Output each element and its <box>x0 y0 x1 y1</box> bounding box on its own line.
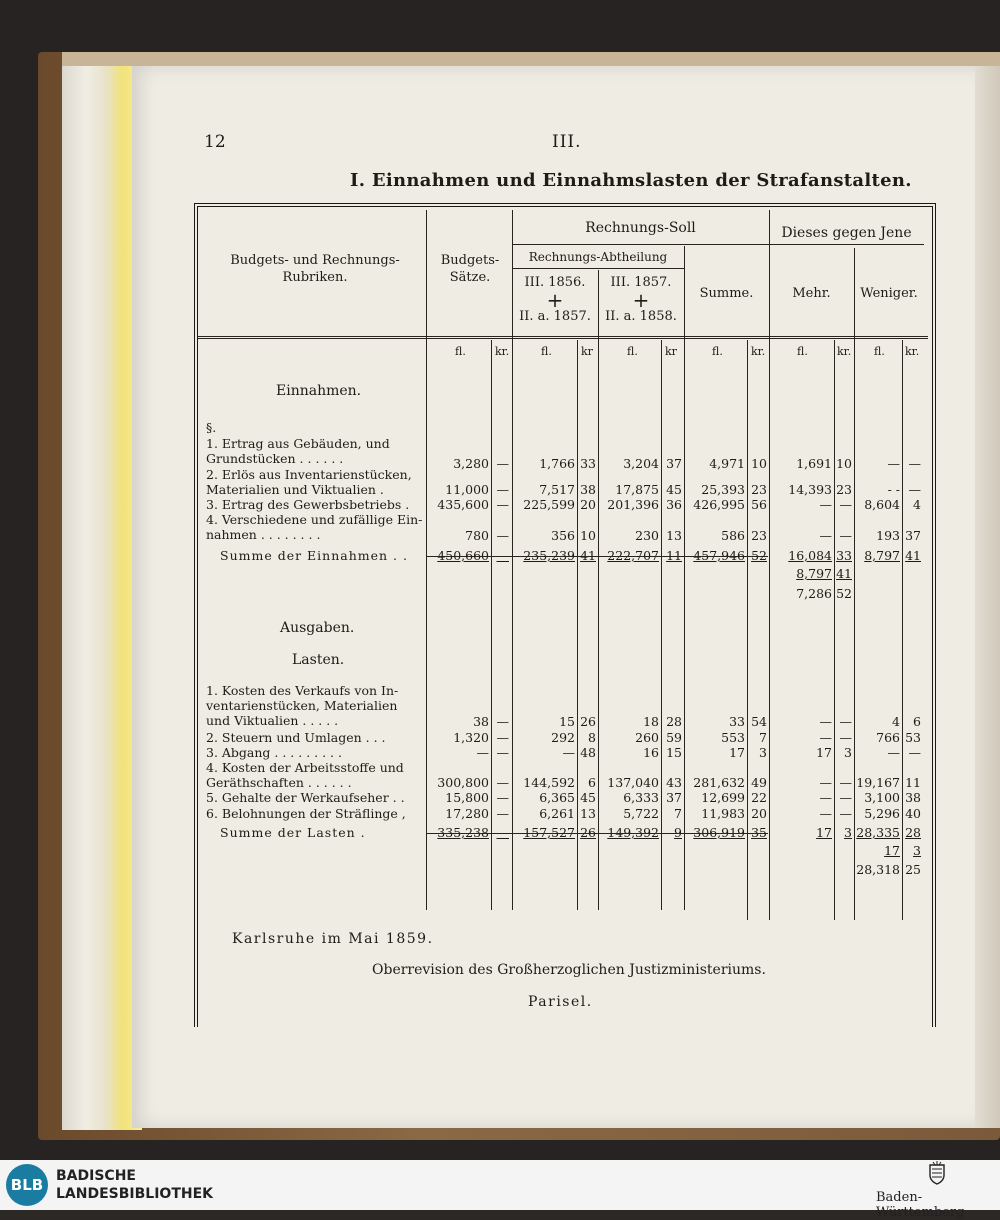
einnahmen-row-1-weniger-fl: — <box>887 456 900 471</box>
unit-kr: kr. <box>837 345 852 358</box>
page-number: 12 <box>204 132 226 152</box>
ausgaben-row-1-label: und Viktualien . . . . . <box>206 713 339 728</box>
einnahmen-row-3-weniger-fl: 8,604 <box>864 497 900 512</box>
ausgaben-row-2-mehr-kr: — <box>839 730 852 745</box>
einnahmen-total-budget-fl: 450,660 <box>437 548 489 563</box>
einnahmen-row-2-a-fl: 7,517 <box>539 482 575 497</box>
einnahmen-row-3-sum-fl: 426,995 <box>693 497 745 512</box>
ausgaben-total-b-fl: 149,392 <box>607 825 659 840</box>
ausgaben-row-1-sum-kr: 54 <box>751 714 767 729</box>
ausgaben-row-3-b-kr: 15 <box>666 745 682 760</box>
einnahmen-row-4-label: nahmen . . . . . . . . <box>206 527 321 542</box>
ausgaben-row-6-weniger-kr: 40 <box>905 806 921 821</box>
paragraph-sign: §. <box>206 420 217 435</box>
einnahmen-row-3-a-fl: 225,599 <box>523 497 575 512</box>
einnahmen-row-4-b-kr: 13 <box>666 528 682 543</box>
einnahmen-total-weniger-fl: 8,797 <box>864 548 900 563</box>
ausgaben-row-1-mehr-fl: — <box>819 714 832 729</box>
ausgaben-row-1-budget-kr: — <box>496 714 509 729</box>
ausgaben-row-1-sum-fl: 33 <box>729 714 745 729</box>
header-rubriken: Budgets- und Rechnungs- Rubriken. <box>230 253 400 285</box>
ausgaben-total-weniger-kr: 28 <box>905 825 921 840</box>
ausgaben-row-5-b-kr: 37 <box>666 790 682 805</box>
ausgaben-total-budget-fl: 335,238 <box>437 825 489 840</box>
einnahmen-total-sum-kr: 52 <box>751 548 767 563</box>
ausgaben-row-6-weniger-fl: 5,296 <box>864 806 900 821</box>
unit-fl: fl. <box>455 345 466 358</box>
einnahmen-row-1-sum-kr: 10 <box>751 456 767 471</box>
unit-kr: kr <box>581 345 593 358</box>
einnahmen-diff-result-kr: 52 <box>836 586 852 601</box>
table-frame <box>194 203 936 1027</box>
ausgaben-row-2-sum-kr: 7 <box>759 730 767 745</box>
header-summe: Summe. <box>699 286 754 301</box>
ausgaben-row-3-mehr-kr: 3 <box>844 745 852 760</box>
ausgaben-row-4-budget-kr: — <box>496 775 509 790</box>
ausgaben-row-3-sum-kr: 3 <box>759 745 767 760</box>
ausgaben-row-1-b-kr: 28 <box>666 714 682 729</box>
header-rechnungs-abtheilung: Rechnungs-Abtheilung <box>528 250 668 264</box>
unit-fl: fl. <box>541 345 552 358</box>
einnahmen-total-mehr-kr: 33 <box>836 548 852 563</box>
ausgaben-total-weniger-fl: 28,335 <box>856 825 900 840</box>
einnahmen-row-2-b-fl: 17,875 <box>615 482 659 497</box>
ausgaben-row-3-a-fl: — <box>562 745 575 760</box>
einnahmen-total-budget-kr: — <box>496 548 509 563</box>
einnahmen-total-a-fl: 235,239 <box>523 548 575 563</box>
ausgaben-row-3-a-kr: 48 <box>580 745 596 760</box>
einnahmen-diff-subtrahend-fl: 8,797 <box>796 566 832 581</box>
sum-rule <box>426 833 768 834</box>
ausgaben-total-a-fl: 157,527 <box>523 825 575 840</box>
header-col-a: III. 1856. + II. a. 1857. <box>519 275 591 324</box>
ausgaben-row-4-weniger-kr: 11 <box>905 775 921 790</box>
next-page-edge <box>975 66 1000 1128</box>
ausgaben-row-2-label: 2. Steuern und Umlagen . . . <box>206 730 386 745</box>
einnahmen-row-1-sum-fl: 4,971 <box>709 456 745 471</box>
einnahmen-row-4-budget-fl: 780 <box>465 528 489 543</box>
ausgaben-row-6-mehr-fl: — <box>819 806 832 821</box>
einnahmen-row-2-weniger-fl: - - <box>887 482 900 497</box>
einnahmen-row-2-a-kr: 38 <box>580 482 596 497</box>
einnahmen-row-1-mehr-fl: 1,691 <box>796 456 832 471</box>
ausgaben-row-6-a-kr: 13 <box>580 806 596 821</box>
einnahmen-row-4-a-kr: 10 <box>580 528 596 543</box>
einnahmen-row-3-mehr-kr: — <box>839 497 852 512</box>
ausgaben-row-6-sum-kr: 20 <box>751 806 767 821</box>
ausgaben-row-4-weniger-fl: 19,167 <box>856 775 900 790</box>
einnahmen-row-1-label: Grundstücken . . . . . . <box>206 451 344 466</box>
place-date: Karlsruhe im Mai 1859. <box>232 931 434 947</box>
ausgaben-row-1-budget-fl: 38 <box>473 714 489 729</box>
coat-of-arms-icon <box>928 1161 946 1185</box>
ausgaben-row-5-sum-kr: 22 <box>751 790 767 805</box>
ausgaben-row-1-a-kr: 26 <box>580 714 596 729</box>
ausgaben-row-2-a-fl: 292 <box>551 730 575 745</box>
ausgaben-total-mehr-kr: 3 <box>844 825 852 840</box>
ausgaben-row-2-budget-fl: 1,320 <box>453 730 489 745</box>
header-mehr: Mehr. <box>792 286 831 301</box>
einnahmen-row-4-sum-fl: 586 <box>721 528 745 543</box>
einnahmen-total-a-kr: 41 <box>580 548 596 563</box>
ausgaben-total-sum-fl: 306,919 <box>693 825 745 840</box>
ausgaben-row-1-mehr-kr: — <box>839 714 852 729</box>
header-col-b: III. 1857. + II. a. 1858. <box>605 275 677 324</box>
ausgaben-total-sum-kr: 35 <box>751 825 767 840</box>
einnahmen-row-3-budget-kr: — <box>496 497 509 512</box>
einnahmen-row-1-b-kr: 37 <box>666 456 682 471</box>
einnahmen-row-2-budget-fl: 11,000 <box>445 482 489 497</box>
ausgaben-diff-subtrahend-fl: 17 <box>884 843 900 858</box>
einnahmen-row-2-label: 2. Erlös aus Inventarienstücken, <box>206 467 412 482</box>
ausgaben-row-5-mehr-fl: — <box>819 790 832 805</box>
ausgaben-row-2-weniger-kr: 53 <box>905 730 921 745</box>
ausgaben-row-1-label: 1. Kosten des Verkaufs von In- <box>206 683 399 698</box>
einnahmen-row-3-sum-kr: 56 <box>751 497 767 512</box>
ausgaben-row-5-weniger-kr: 38 <box>905 790 921 805</box>
ausgaben-row-5-b-fl: 6,333 <box>623 790 659 805</box>
issuing-authority: Oberrevision des Großherzoglichen Justizministeriums. <box>372 962 766 978</box>
ausgaben-row-5-a-kr: 45 <box>580 790 596 805</box>
einnahmen-diff-result-fl: 7,286 <box>796 586 832 601</box>
einnahmen-row-2-sum-fl: 25,393 <box>701 482 745 497</box>
ausgaben-diff-subtrahend-kr: 3 <box>913 843 921 858</box>
section-number: III. <box>552 132 582 152</box>
ausgaben-row-3-budget-kr: — <box>496 745 509 760</box>
einnahmen-total-weniger-kr: 41 <box>905 548 921 563</box>
einnahmen-row-1-a-kr: 33 <box>580 456 596 471</box>
einnahmen-row-4-sum-kr: 23 <box>751 528 767 543</box>
einnahmen-row-1-budget-kr: — <box>496 456 509 471</box>
section-subheading-lasten: Lasten. <box>292 652 345 668</box>
einnahmen-row-3-a-kr: 20 <box>580 497 596 512</box>
ausgaben-row-3-b-fl: 16 <box>643 745 659 760</box>
unit-fl: fl. <box>874 345 885 358</box>
einnahmen-total-b-fl: 222,707 <box>607 548 659 563</box>
header-rechnungs-soll: Rechnungs-Soll <box>585 220 696 236</box>
ausgaben-row-6-a-fl: 6,261 <box>539 806 575 821</box>
unit-kr: kr <box>665 345 677 358</box>
library-banner <box>0 1160 1000 1220</box>
header-line-abtheilung <box>512 268 684 269</box>
einnahmen-row-1-b-fl: 3,204 <box>623 456 659 471</box>
ausgaben-row-5-sum-fl: 12,699 <box>701 790 745 805</box>
ausgaben-total-a-kr: 26 <box>580 825 596 840</box>
blb-logo: BLB <box>6 1164 48 1206</box>
ausgaben-row-3-budget-fl: — <box>476 745 489 760</box>
ausgaben-row-1-b-fl: 18 <box>643 714 659 729</box>
ausgaben-row-4-mehr-fl: — <box>819 775 832 790</box>
section-heading-einnahmen: Einnahmen. <box>276 383 362 399</box>
einnahmen-row-4-weniger-fl: 193 <box>876 528 900 543</box>
ausgaben-row-4-b-fl: 137,040 <box>607 775 659 790</box>
header-line-soll <box>512 244 924 245</box>
ausgaben-row-4-sum-fl: 281,632 <box>693 775 745 790</box>
ausgaben-row-6-budget-fl: 17,280 <box>445 806 489 821</box>
ausgaben-row-2-a-kr: 8 <box>588 730 596 745</box>
ausgaben-row-2-weniger-fl: 766 <box>876 730 900 745</box>
ausgaben-row-6-b-kr: 7 <box>674 806 682 821</box>
ausgaben-row-1-a-fl: 15 <box>559 714 575 729</box>
einnahmen-row-2-b-kr: 45 <box>666 482 682 497</box>
header-bottom-rule <box>198 336 928 339</box>
ausgaben-row-6-label: 6. Belohnungen der Sträflinge , <box>206 806 406 821</box>
ausgaben-row-4-label: 4. Kosten der Arbeitsstoffe und <box>206 760 404 775</box>
page-title: I. Einnahmen und Einnahmslasten der Strafanstalten. <box>350 170 912 191</box>
einnahmen-diff-subtrahend-kr: 41 <box>836 566 852 581</box>
header-dieses-gegen-jene: Dieses gegen Jene <box>781 225 912 241</box>
page-edges <box>62 66 142 1130</box>
header-budgetsaetze: Budgets- Sätze. <box>440 253 500 285</box>
einnahmen-row-3-b-kr: 36 <box>666 497 682 512</box>
ausgaben-row-5-weniger-fl: 3,100 <box>864 790 900 805</box>
einnahmen-row-1-mehr-kr: 10 <box>836 456 852 471</box>
ausgaben-row-5-budget-fl: 15,800 <box>445 790 489 805</box>
unit-fl: fl. <box>797 345 808 358</box>
ausgaben-row-1-label: ventarienstücken, Materialien <box>206 698 398 713</box>
ausgaben-total-b-kr: 9 <box>674 825 682 840</box>
einnahmen-row-4-mehr-kr: — <box>839 528 852 543</box>
ausgaben-total-label: Summe der Lasten . <box>220 825 366 840</box>
ausgaben-row-1-weniger-fl: 4 <box>892 714 900 729</box>
ausgaben-row-4-mehr-kr: — <box>839 775 852 790</box>
ausgaben-diff-result-fl: 28,318 <box>856 862 900 877</box>
einnahmen-row-4-a-fl: 356 <box>551 528 575 543</box>
ausgaben-row-4-a-kr: 6 <box>588 775 596 790</box>
ausgaben-row-2-mehr-fl: — <box>819 730 832 745</box>
ausgaben-row-4-budget-fl: 300,800 <box>437 775 489 790</box>
einnahmen-row-3-b-fl: 201,396 <box>607 497 659 512</box>
ausgaben-row-4-label: Geräthschaften . . . . . . <box>206 775 352 790</box>
ausgaben-row-4-a-fl: 144,592 <box>523 775 575 790</box>
signature: Parisel. <box>528 994 593 1010</box>
ausgaben-row-2-sum-fl: 553 <box>721 730 745 745</box>
ausgaben-row-6-b-fl: 5,722 <box>623 806 659 821</box>
einnahmen-row-2-budget-kr: — <box>496 482 509 497</box>
ausgaben-row-3-weniger-kr: — <box>908 745 921 760</box>
ausgaben-total-mehr-fl: 17 <box>816 825 832 840</box>
einnahmen-total-mehr-fl: 16,084 <box>788 548 832 563</box>
einnahmen-row-4-mehr-fl: — <box>819 528 832 543</box>
ausgaben-row-3-sum-fl: 17 <box>729 745 745 760</box>
einnahmen-row-4-budget-kr: — <box>496 528 509 543</box>
einnahmen-row-2-sum-kr: 23 <box>751 482 767 497</box>
ausgaben-row-3-mehr-fl: 17 <box>816 745 832 760</box>
einnahmen-total-sum-fl: 457,946 <box>693 548 745 563</box>
unit-kr: kr. <box>495 345 510 358</box>
ausgaben-row-3-weniger-fl: — <box>887 745 900 760</box>
ausgaben-row-4-sum-kr: 49 <box>751 775 767 790</box>
unit-fl: fl. <box>627 345 638 358</box>
unit-kr: kr. <box>751 345 766 358</box>
ausgaben-row-6-mehr-kr: — <box>839 806 852 821</box>
library-name: BADISCHE LANDESBIBLIOTHEK <box>56 1168 214 1202</box>
section-heading-ausgaben: Ausgaben. <box>280 620 355 636</box>
ausgaben-row-5-a-fl: 6,365 <box>539 790 575 805</box>
ausgaben-row-6-budget-kr: — <box>496 806 509 821</box>
einnahmen-row-3-mehr-fl: — <box>819 497 832 512</box>
einnahmen-row-3-label: 3. Ertrag des Gewerbsbetriebs . <box>206 497 410 512</box>
ausgaben-row-5-label: 5. Gehalte der Werkaufseher . . <box>206 790 405 805</box>
ausgaben-row-5-mehr-kr: — <box>839 790 852 805</box>
einnahmen-row-4-weniger-kr: 37 <box>905 528 921 543</box>
einnahmen-total-b-kr: 11 <box>666 548 682 563</box>
unit-kr: kr. <box>905 345 920 358</box>
ausgaben-row-5-budget-kr: — <box>496 790 509 805</box>
einnahmen-total-label: Summe der Einnahmen . . <box>220 548 408 563</box>
einnahmen-row-1-a-fl: 1,766 <box>539 456 575 471</box>
einnahmen-row-2-mehr-fl: 14,393 <box>788 482 832 497</box>
ausgaben-row-1-weniger-kr: 6 <box>913 714 921 729</box>
header-weniger: Weniger. <box>860 286 918 301</box>
einnahmen-row-2-label: Materialien und Viktualien . <box>206 482 384 497</box>
state-name: Baden-Württemberg <box>876 1190 965 1220</box>
unit-fl: fl. <box>712 345 723 358</box>
ausgaben-row-2-b-fl: 260 <box>635 730 659 745</box>
ausgaben-total-budget-kr: — <box>496 825 509 840</box>
einnahmen-row-2-weniger-kr: — <box>908 482 921 497</box>
ausgaben-row-2-b-kr: 59 <box>666 730 682 745</box>
einnahmen-row-1-label: 1. Ertrag aus Gebäuden, und <box>206 436 390 451</box>
einnahmen-row-1-weniger-kr: — <box>908 456 921 471</box>
sum-rule <box>426 556 768 557</box>
ausgaben-row-6-sum-fl: 11,983 <box>701 806 745 821</box>
einnahmen-row-3-budget-fl: 435,600 <box>437 497 489 512</box>
einnahmen-row-4-label: 4. Verschiedene und zufällige Ein- <box>206 512 423 527</box>
einnahmen-row-1-budget-fl: 3,280 <box>453 456 489 471</box>
ausgaben-row-4-b-kr: 43 <box>666 775 682 790</box>
ausgaben-row-3-label: 3. Abgang . . . . . . . . . <box>206 745 342 760</box>
einnahmen-row-2-mehr-kr: 23 <box>836 482 852 497</box>
einnahmen-row-4-b-fl: 230 <box>635 528 659 543</box>
ausgaben-diff-result-kr: 25 <box>905 862 921 877</box>
einnahmen-row-3-weniger-kr: 4 <box>913 497 921 512</box>
ausgaben-row-2-budget-kr: — <box>496 730 509 745</box>
